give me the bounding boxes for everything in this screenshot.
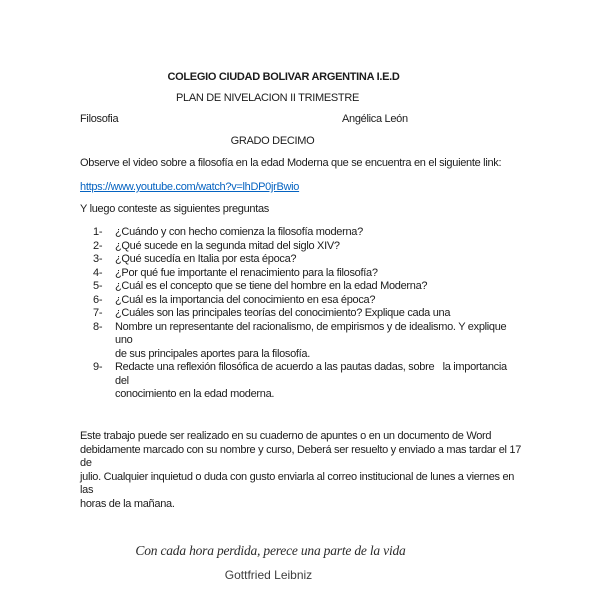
question-number: 2- <box>93 239 103 252</box>
question-list <box>80 226 523 402</box>
question-item <box>80 280 523 294</box>
plan-title: PLAN DE NIVELACION II TRIMESTRE <box>175 92 360 104</box>
question-line: de sus principales aportes para la filosofía. <box>115 347 311 360</box>
question-text <box>115 280 523 294</box>
question-line: ¿Qué sucedía en Italia por esta época? <box>115 253 297 265</box>
question-item <box>80 267 523 281</box>
subject-label: Filosofia <box>80 113 119 125</box>
grade-label: GRADO DECIMO <box>230 135 315 147</box>
question-number: 3- <box>93 253 103 265</box>
paragraph-line: Este trabajo puede ser realizado en su cuaderno de apuntes o en un documento de Word <box>80 430 492 442</box>
question-number: 7- <box>93 307 103 319</box>
link-line <box>80 181 523 195</box>
question-number: 6- <box>93 293 103 306</box>
follow-up-text: Y luego conteste as siguientes preguntas <box>80 203 269 215</box>
school-name: COLEGIO CIUDAD BOLIVAR ARGENTINA I.E.D <box>167 71 400 83</box>
question-text <box>115 361 523 402</box>
paragraph-line: horas de la mañana. <box>80 497 175 510</box>
byline-row <box>80 113 523 127</box>
quote-text: Con cada hora perdida, perece una parte de la vida <box>135 543 406 558</box>
question-number: 1- <box>93 226 103 238</box>
question-item <box>80 361 523 402</box>
question-text <box>115 321 523 362</box>
intro-text: Observe el video sobre a filosofía en la edad Moderna que se encuentra en el siguiente link: <box>80 157 502 169</box>
question-line: conocimiento en la edad moderna. <box>115 388 275 400</box>
question-item <box>80 226 523 240</box>
question-line: ¿Qué sucede en la segunda mitad del siglo XIV? <box>115 239 340 252</box>
assignment-paragraph <box>80 430 523 511</box>
question-text <box>115 294 523 308</box>
question-text <box>115 267 523 281</box>
question-number: 4- <box>93 266 103 279</box>
teacher-name: Angélica León <box>342 113 408 125</box>
quote-author: Gottfried Leibniz <box>224 568 313 582</box>
question-line: Redacte una reflexión filosófica de acuerdo a las pautas dadas, sobre la importancia del <box>115 361 510 387</box>
question-line: ¿Por qué fue importante el renacimiento para la filosofía? <box>115 266 378 279</box>
question-text <box>115 240 523 254</box>
question-item <box>80 321 523 362</box>
question-line: ¿Cuáles son las principales teorías del conocimiento? Explique cada una <box>115 307 451 319</box>
question-line: Nombre un representante del racionalismo, de empirismos y de idealismo. Y explique uno <box>115 320 510 346</box>
question-number: 8- <box>93 320 103 333</box>
question-number: 5- <box>93 280 103 292</box>
question-text <box>115 307 523 321</box>
paragraph-line: julio. Cualquier inquietud o duda con gusto enviarla al correo institucional de lunes a viernes en las <box>80 470 515 496</box>
question-item <box>80 253 523 267</box>
question-text <box>115 253 523 267</box>
paragraph-line: debidamente marcado con su nombre y curso, Deberá ser resuelto y enviado a mas tardar el 17 de <box>80 443 522 469</box>
question-line: ¿Cuál es la importancia del conocimiento en esa época? <box>115 293 376 306</box>
question-number: 9- <box>93 361 103 373</box>
question-item <box>80 307 523 321</box>
question-text <box>115 226 523 240</box>
question-line: ¿Cuál es el concepto que se tiene del hombre en la edad Moderna? <box>115 280 428 292</box>
question-item <box>80 294 523 308</box>
question-item <box>80 240 523 254</box>
question-line: ¿Cuándo y con hecho comienza la filosofía moderna? <box>115 226 363 238</box>
video-link[interactable]: https://www.youtube.com/watch?v=lhDP0jrBwio <box>80 181 300 193</box>
